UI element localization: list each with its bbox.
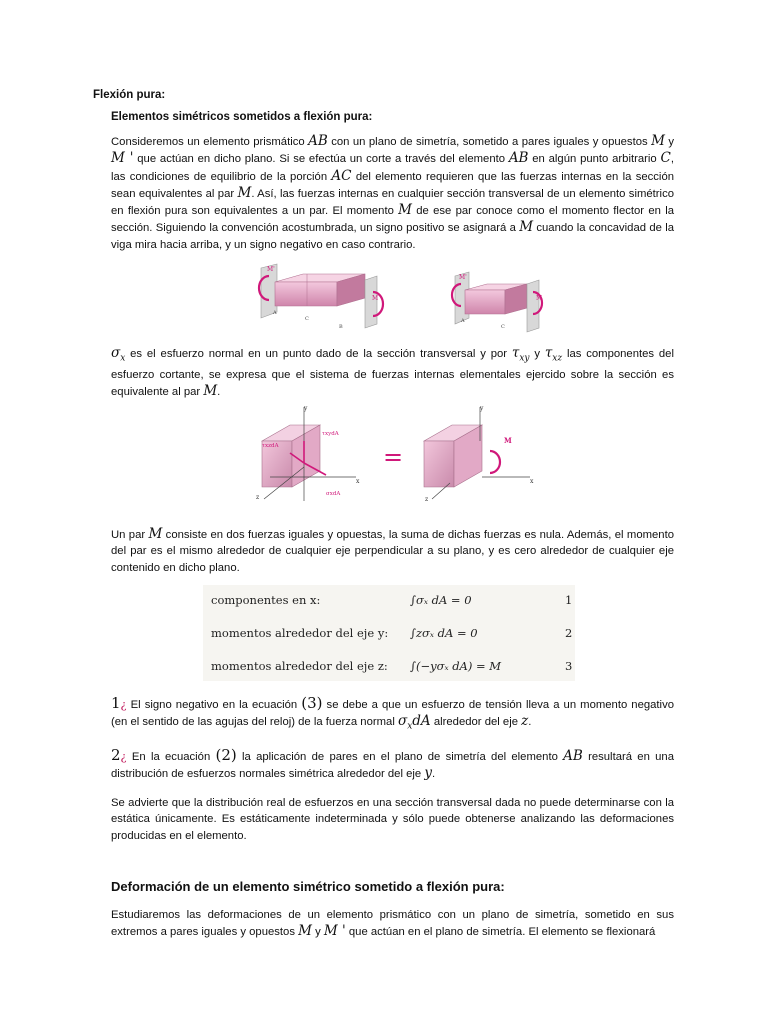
label-c-2: C <box>501 324 505 330</box>
paragraph-deformation: Estudiaremos las deformaciones de un elemento prismático con un plano de simetría, sometido en sus extremos a pares iguales y opuestos M y M ' que actúan en el plano de simetría. El elemento se flexionará <box>111 909 674 940</box>
equation-expression: ∫σₓ dA = 0 <box>410 593 472 607</box>
note-negative-sign: 1¿ El signo negativo en la ecuación (3) se debe a que un esfuerzo de tensión lleva a un momento negativo (en el sentido de las agujas del reloj) de la fuerza normal $\sigma_xdA$ alrededor del eje z. <box>111 694 674 732</box>
axis-label-z-2: z <box>425 496 429 503</box>
note-symmetry: 2¿ En la ecuación (2) la aplicación de pares en el plano de simetría del elemento AB resultará en una distribución de esfuerzos normales simétrica alrededor del eje y. <box>111 746 674 782</box>
paragraph-stress-components: $\sigma_x$ es el esfuerzo normal en un punto dado de la sección transversal y por $\tau_{xy}$ y $\tau_{xz}$ las componentes del esfuerzo cortante, se expresa que el sistema de fuerzas internas elementales ejercido sobre la sección es equivalente al par M. <box>111 345 674 399</box>
equals-sign: = <box>383 443 404 471</box>
sub-heading: Elementos simétricos sometidos a flexión pura: <box>111 111 373 123</box>
couple-m-arrow-2 <box>490 451 500 473</box>
axis-label-y-2: y <box>480 405 484 412</box>
equation-number: 1 <box>565 593 573 607</box>
section-block-right <box>424 441 454 487</box>
equation-row <box>203 626 575 646</box>
main-heading: Flexión pura: <box>93 89 166 101</box>
label-b: B <box>339 324 343 330</box>
label-m-prime: M' <box>267 266 275 273</box>
axis-label-z: z <box>256 494 260 501</box>
label-c: C <box>305 316 309 322</box>
label-txy-da: τxydA <box>322 431 339 437</box>
paragraph-indeterminate: Se advierte que la distribución real de esfuerzos en una sección transversal dada no puede determinarse con la estática únicamente. Es estáticamente indeterminada y sólo puede obtenerse analizando las deformaciones producidas en el elemento. <box>111 797 674 842</box>
internal-forces-figure <box>250 403 540 513</box>
equation-number: 3 <box>565 659 573 673</box>
equation-label: componentes en x: <box>211 593 321 607</box>
axis-label-y: y <box>304 405 308 412</box>
equation-row <box>203 659 575 679</box>
label-m-2: M <box>536 295 543 302</box>
section-heading-deformation: Deformación de un elemento simétrico sometido a flexión pura: <box>111 879 505 894</box>
label-sx-da: σxdA <box>326 491 341 497</box>
label-m: M <box>372 295 379 302</box>
axis-label-x: x <box>356 478 360 485</box>
label-m-prime-2: M' <box>459 274 467 281</box>
equation-row <box>203 593 575 613</box>
right-end-plate <box>365 276 377 328</box>
label-a-2: A <box>461 318 465 324</box>
beam-couples-figure <box>255 262 555 338</box>
axis-label-x-2: x <box>530 478 534 485</box>
equations-table <box>203 585 575 681</box>
left-beam <box>275 282 337 306</box>
paragraph-couple: Un par M consiste en dos fuerzas iguales y opuestas, la suma de dichas fuerzas es nula. Además, el momento del par es el mismo alrededor de cualquier eje perpendicular a su plano, y es cero alrededor de cualquier eje contenido en dicho plano. <box>111 526 675 574</box>
label-m-fig2: M <box>504 436 512 445</box>
equation-label: momentos alrededor del eje y: <box>211 626 389 640</box>
equation-expression: ∫zσₓ dA = 0 <box>410 626 478 640</box>
label-a: A <box>273 310 277 316</box>
equation-expression: ∫(−yσₓ dA) = M <box>410 659 502 673</box>
label-txz-da: τxzdA <box>262 443 279 449</box>
paragraph-intro: Consideremos un elemento prismático AB con un plano de simetría, sometido a pares iguales y opuestos M y M ' que actúan en dicho plano. Si se efectúa un corte a través del elemento AB en algún punto arbitrario C, las condiciones de equilibrio de la porción AC del elemento requieren que las fuerzas internas en la sección sean equivalentes al par M. Así, las fuerzas internas en cualquier sección transversal de un elemento simétrico en flexión pura son equivalentes a un par. El momento M de ese par conoce como el momento flector en la sección. Siguiendo la convención acostumbrada, un signo positivo se asignará a M cuando la concavidad de la viga mira hacia arriba, y un signo negativo en caso contrario. <box>111 133 675 251</box>
equation-label: momentos alrededor del eje z: <box>211 659 388 673</box>
equation-number: 2 <box>565 626 573 640</box>
